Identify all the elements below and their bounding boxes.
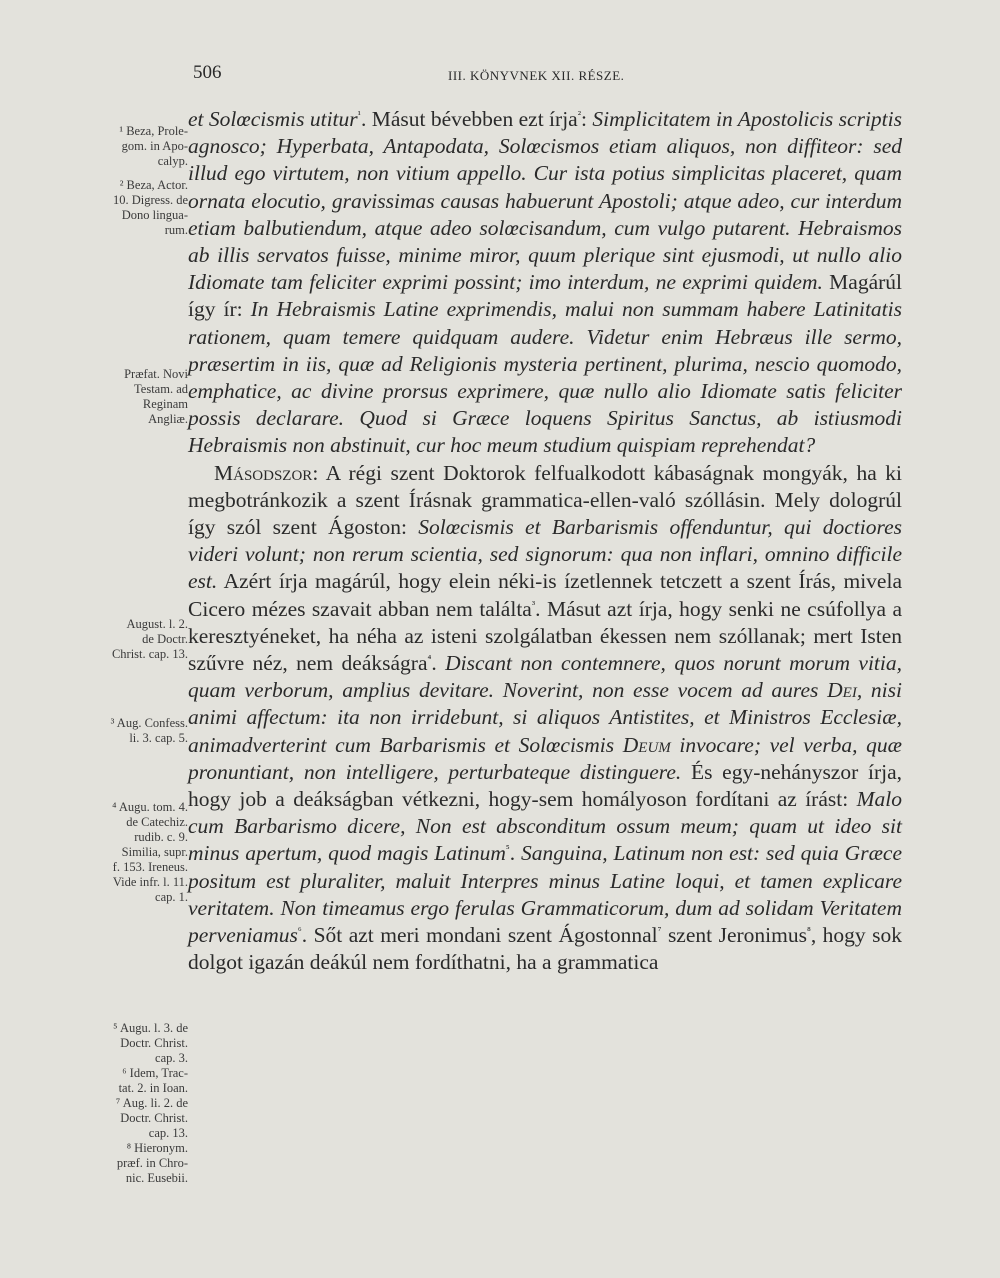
footnote-ref: ⁵ <box>505 843 510 856</box>
text-run: Azért írja magárúl, hogy elein néki-is ízetlennek tetczett a szent Írás, mivela Cicero mézes szavait abban nem találta <box>188 569 902 621</box>
text-run: Magárúl így ír: <box>188 270 903 322</box>
text-run: Deum <box>622 732 671 757</box>
margin-note: ⁴ Augu. tom. 4. de Catechiz. rudib. c. 9. Similia, supr. f. 153. Ireneus. Vide infr. l. 11. cap. 1. <box>112 800 188 904</box>
text-run: : A régi szent Doktorok felfualkodott kábaságnak mongyák, ha ki megbotránkozik a szent Írásnak grammatica-ellen-való szóllásin. Mely dologrúl így szól szent Ágoston: <box>188 460 902 540</box>
text-run: . Másut bévebben ezt írja <box>360 107 578 131</box>
text-run: Sanguina, Latinum non est: sed quia Græce positum est pluraliter, maluit Interpres minus Latine loqui, et tamen explicare veritatem. Non timeamus ergo ferulas Grammaticorum, dum ad solidam Veritatem perveniamus <box>188 841 902 948</box>
footnote-ref: ⁶ <box>297 925 302 938</box>
text-run: Másodszor <box>214 460 313 485</box>
text-run: , hogy sok dolgot igazán deákúl nem fordíthatni, ha a grammatica <box>188 923 903 975</box>
text-run: Discant non contemnere, quos norunt morum vitia, quam verborum, amplius devitare. Noverint, non esse vocem ad aures <box>188 651 902 703</box>
footnote-ref: ¹ <box>357 109 361 121</box>
margin-note: August. l. 2. de Doctr. Christ. cap. 13. <box>111 617 188 661</box>
footnote-ref: ⁸ <box>806 925 811 938</box>
text-run: szent Jeronimus <box>661 923 807 948</box>
paragraph <box>188 460 902 977</box>
footnote-ref: ³ <box>531 598 536 611</box>
footnote-ref: ² <box>577 109 582 121</box>
main-text <box>188 106 902 977</box>
text-run: , nisi animi affectum: ita non irridebunt, si aliquos Antistites, et Ministros Ecclesiæ, animadverterint cum Barbarismis et Solœcismis <box>188 678 902 757</box>
margin-note: ⁵ Augu. l. 3. de Doctr. Christ. cap. 3. ⁶ Idem, Trac- tat. 2. in Ioan. ⁷ Aug. li. 2. de Doctr. Christ. cap. 13. ⁸ Hieronym. præf. in Chro- nic. Eusebii. <box>113 1021 188 1185</box>
text-run: . <box>509 841 522 866</box>
margin-note: ¹ Beza, Prole- gom. in Apo- calyp. <box>119 124 188 168</box>
text-run: Solœcismis et Barbarismis offenduntur, qui doctiores videri volunt; non rerum scientia, sed signorum: qua non inflari, omnino difficile est. <box>188 515 902 594</box>
footnote-ref: ⁴ <box>427 653 432 666</box>
text-run: . Sőt azt meri mondani szent Ágostonnal <box>301 923 658 948</box>
text-run: Simplicitatem in Apostolicis scriptis agnosco; Hyperbata, Antapodata, Solœcismos etiam aliquos, non diffiteor: sed illud ego virtutem, non vitium appello. Cur ista potius simplicitas placeret, quam ornata elocutio, gravissimas causas habuerunt Apostoli; atque adeo, cur interdum etiam balbutiendum, atque adeo solœcisandum, cum vulgo putarent. Hebraismos ab illis servatos fuisse, minime miror, quum plerique sint ejusmodi, ut nullo alio Idiomate tam feliciter exprimi possint; imo interdum, ne exprimi quidem. <box>188 107 902 295</box>
footnote-ref: ⁷ <box>657 925 662 938</box>
running-head: III. KÖNYVNEK XII. RÉSZE. <box>448 68 625 83</box>
margin-note: ² Beza, Actor. 10. Digress. de Dono lingua- rum. <box>113 178 188 237</box>
margin-note: ³ Aug. Confess. li. 3. cap. 5. <box>110 716 188 745</box>
page-header <box>0 62 1000 92</box>
text-run: : <box>581 107 593 131</box>
text-run: invocare; vel verba, quæ pronuntiant, non intelligere, perturbateque distinguere. <box>188 732 902 784</box>
text-run: In Hebraismis Latine exprimendis, malui non summam habere Latinitatis rationem, quam temere quidquam audere. Videtur enim Hebræus ille sermo, præsertim in iis, quæ ad Religionis mysteria pertinent, plurima, nescio quomodo, emphatice, ac divine prorsus exprimere, quæ nullo alio Idiomate satis feliciter possis declarare. Quod si Græce loquens Spiritus Sanctus, ab istiusmodi Hebraismis non abstinuit, cur hoc meum studium quispiam reprehendat? <box>188 297 902 458</box>
text-run: Dei <box>827 678 857 703</box>
text-run: . Másut azt írja, hogy senki ne csúfollya a keresztyéneket, ha néha az isteni szolgálatban ékessen nem szóllanak; mert Isten szűvre néz, nem deákságra <box>188 596 902 676</box>
text-run: et Solœcismis utitur <box>188 107 358 131</box>
margin-note: Præfat. Novi Testam. ad Reginam Angliæ. <box>124 367 188 426</box>
paragraph <box>188 106 902 460</box>
text-run: . <box>431 651 446 676</box>
text-run: Malo cum Barbarismo dicere, Non est absconditum ossum meum; quam ut ideo sit minus apertum, quod magis Latinum <box>188 787 902 866</box>
page-number: 506 <box>193 62 222 83</box>
text-run: És egy-nehányszor írja, hogy job a deákságban vétkezni, hogy-sem homályoson fordítani az írást: <box>188 759 902 812</box>
